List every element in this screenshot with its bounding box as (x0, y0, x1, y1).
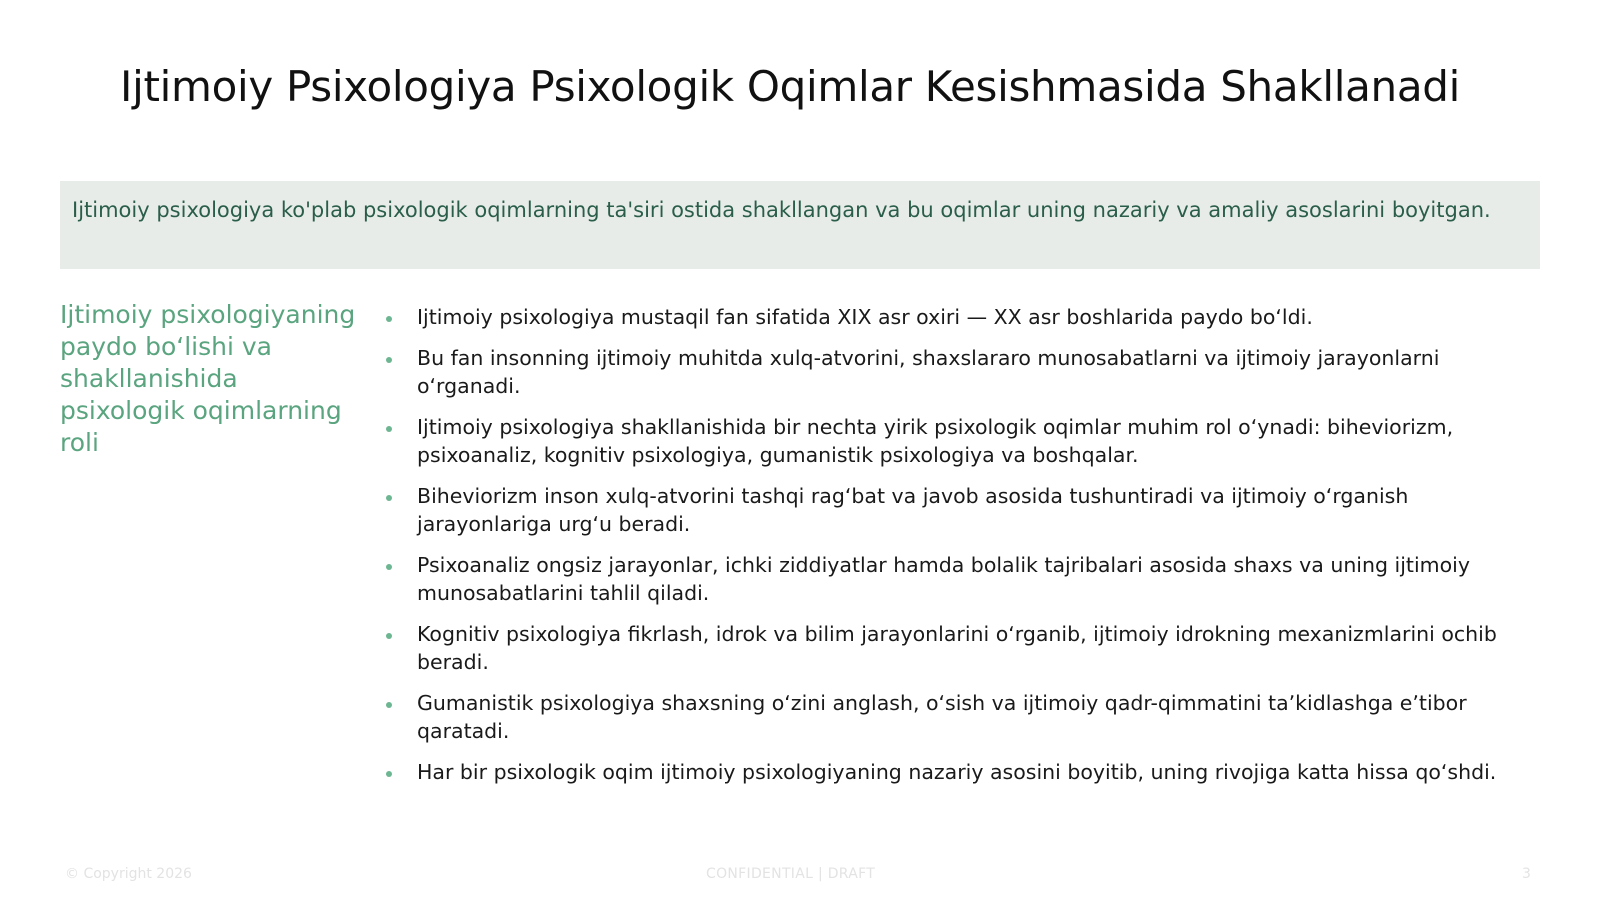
page-number: 3 (1522, 866, 1531, 882)
bullet-icon (386, 771, 392, 777)
bullet-icon (386, 633, 392, 639)
list-item (386, 620, 1536, 676)
bullet-icon (386, 426, 392, 432)
list-item (386, 303, 1536, 331)
bullet-text: Psixoanaliz ongsiz jarayonlar, ichki ziddiyatlar hamda bolalik tajribalari asosida shaxs va uning ijtimoiy munosabatlarini tahlil qiladi. (417, 553, 1470, 605)
bullet-text: Ijtimoiy psixologiya shakllanishida bir nechta yirik psixologik oqimlar muhim rol oʻynadi: biheviorizm, psixoanaliz, kognitiv psixologiya, gumanistik psixologiya va boshqalar. (417, 415, 1454, 467)
bullet-list (386, 303, 1536, 799)
list-item (386, 413, 1536, 469)
bullet-text: Ijtimoiy psixologiya mustaqil fan sifatida XIX asr oxiri — XX asr boshlarida paydo boʻldi. (417, 305, 1313, 329)
summary-box (60, 181, 1540, 269)
bullet-icon (386, 495, 392, 501)
bullet-text: Har bir psixologik oqim ijtimoiy psixologiyaning nazariy asosini boyitib, uning rivojiga katta hissa qoʻshdi. (417, 760, 1497, 784)
side-heading: Ijtimoiy psixologiyaning paydo boʻlishi va shakllanishida psixologik oqimlarning roli (60, 300, 356, 457)
bullet-text: Gumanistik psixologiya shaxsning oʻzini anglash, oʻsish va ijtimoiy qadr-qimmatini taʼkidlashga eʼtibor qaratadi. (417, 691, 1467, 743)
list-item (386, 758, 1536, 786)
slide-title: Ijtimoiy Psixologiya Psixologik Oqimlar Kesishmasida Shakllanadi (120, 62, 1460, 111)
list-item (386, 551, 1536, 607)
bullet-text: Kognitiv psixologiya fikrlash, idrok va bilim jarayonlarini oʻrganib, ijtimoiy idrokning mexanizmlarini ochib beradi. (417, 622, 1497, 674)
bullet-icon (386, 357, 392, 363)
summary-text: Ijtimoiy psixologiya ko'plab psixologik oqimlarning ta'siri ostida shakllangan va bu oqimlar uning nazariy va amaliy asoslarini boyitgan. (72, 198, 1491, 222)
bullet-icon (386, 316, 392, 322)
bullet-icon (386, 702, 392, 708)
bullet-text: Bu fan insonning ijtimoiy muhitda xulq-atvorini, shaxslararo munosabatlarni va ijtimoiy jarayonlarni oʻrganadi. (417, 346, 1440, 398)
bullet-icon (386, 564, 392, 570)
list-item (386, 689, 1536, 745)
footer-confidential-label: CONFIDENTIAL | DRAFT (706, 866, 876, 882)
list-item (386, 344, 1536, 400)
footer-copyright: © Copyright 2026 (65, 866, 192, 882)
list-item (386, 482, 1536, 538)
bullet-text: Biheviorizm inson xulq-atvorini tashqi ragʻbat va javob asosida tushuntiradi va ijtimoiy oʻrganish jarayonlariga urgʻu beradi. (417, 484, 1409, 536)
